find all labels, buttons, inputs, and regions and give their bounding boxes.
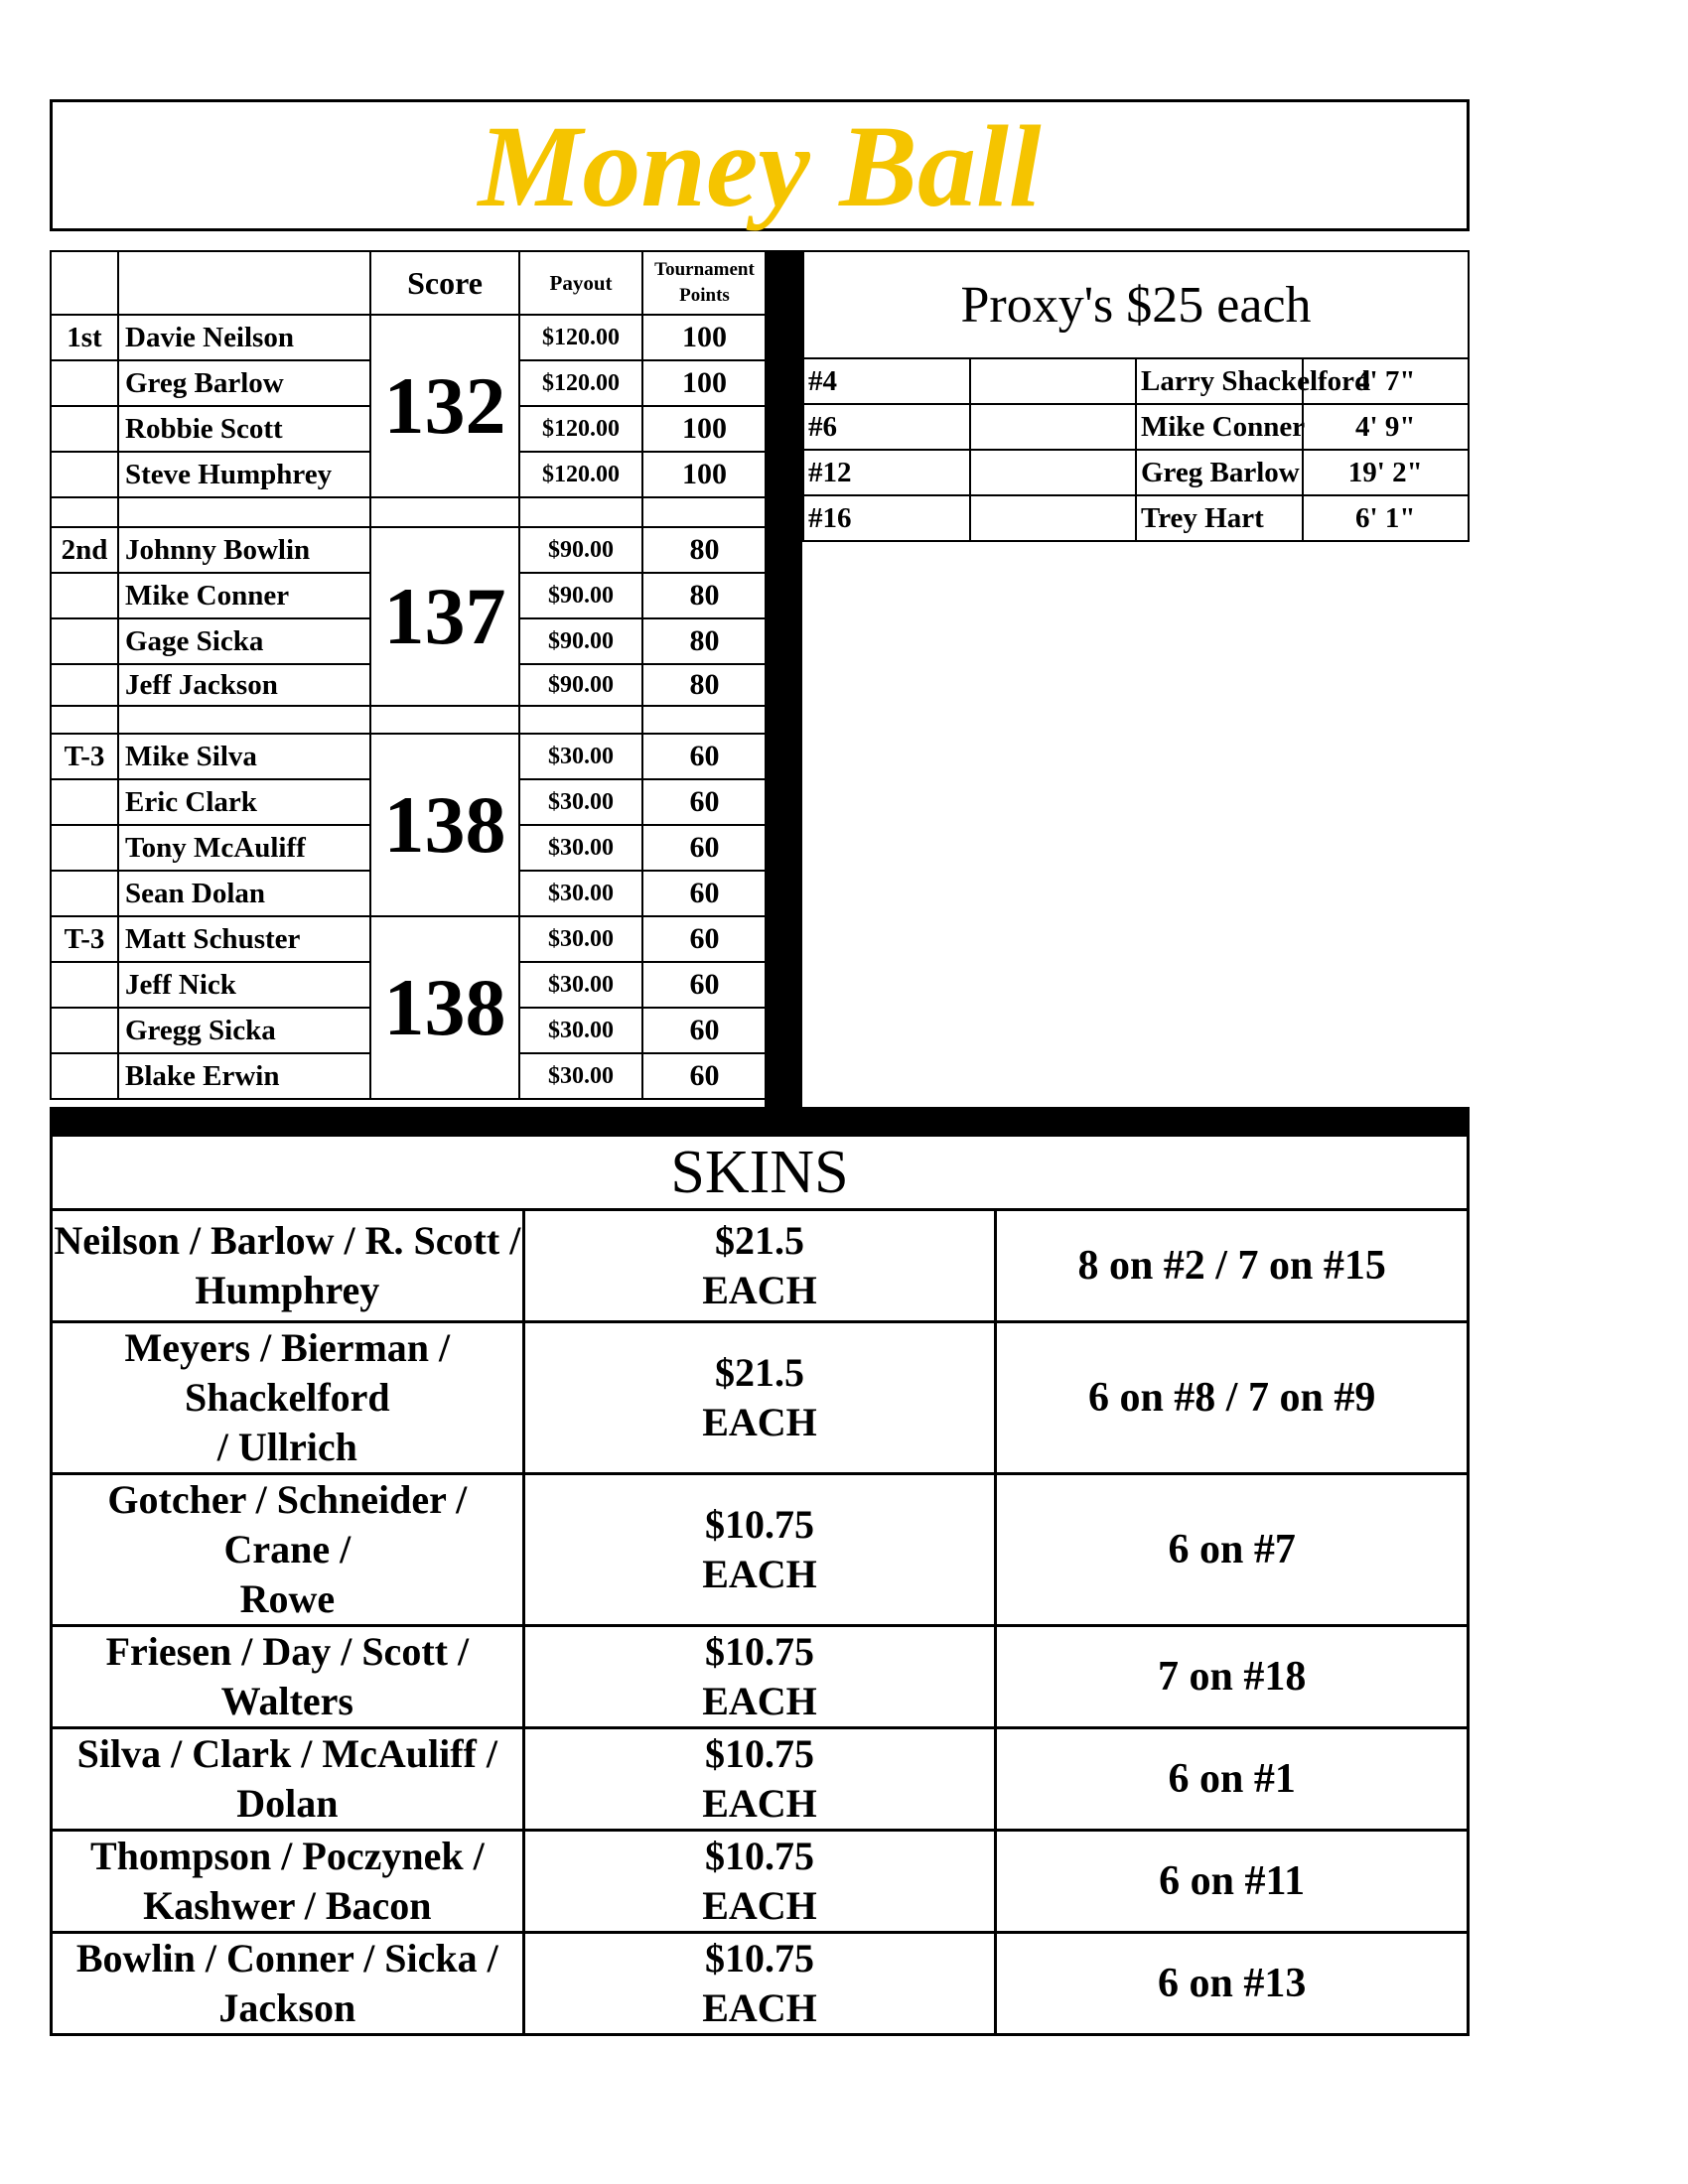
skins-team [52, 1322, 524, 1474]
points: 100 [642, 360, 767, 406]
spacer-cell [51, 497, 118, 527]
vertical-divider [765, 250, 802, 1124]
skins-amount-value: $10.75 [704, 1502, 814, 1547]
player-name: Mike Conner [118, 573, 370, 618]
skins-amount [523, 1728, 996, 1831]
player-name: Johnny Bowlin [118, 527, 370, 573]
table-row [803, 495, 1469, 541]
player-name: Greg Barlow [118, 360, 370, 406]
place-label [51, 360, 118, 406]
points: 60 [642, 1008, 767, 1053]
payout: $90.00 [519, 527, 642, 573]
group-score: 137 [370, 527, 519, 706]
spacer-cell [370, 497, 519, 527]
skins-team [52, 1831, 524, 1933]
place-label [51, 664, 118, 706]
table-row [52, 1831, 1469, 1933]
skins-team-line: Thompson / Poczynek / [89, 1834, 485, 1878]
payout: $30.00 [519, 1053, 642, 1099]
skins-team-line: Humphrey [195, 1268, 380, 1312]
payout: $120.00 [519, 452, 642, 497]
place-label [51, 962, 118, 1008]
skins-holes: 6 on #7 [996, 1474, 1469, 1626]
points: 60 [642, 734, 767, 779]
place-label [51, 452, 118, 497]
proxy-table [802, 250, 1470, 542]
table-row [52, 1728, 1469, 1831]
proxy-title: Proxy's $25 each [803, 251, 1469, 358]
page-title: Money Ball [478, 101, 1042, 231]
player-name: Davie Neilson [118, 315, 370, 360]
header-place [51, 251, 118, 315]
skins-team-line: Bowlin / Conner / Sicka / [75, 1936, 498, 1980]
skins-team-line: Rowe [239, 1576, 336, 1621]
skins-amount [523, 1933, 996, 2035]
skins-team-line: Gotcher / Schneider / Crane / [107, 1477, 468, 1571]
spacer-row [51, 706, 767, 734]
group-score: 132 [370, 315, 519, 497]
skins-each-label: EACH [702, 1552, 817, 1596]
table-row [51, 527, 767, 573]
player-name: Steve Humphrey [118, 452, 370, 497]
spacer-cell [370, 706, 519, 734]
proxy-distance: 4' 9" [1303, 404, 1470, 450]
skins-holes: 7 on #18 [996, 1626, 1469, 1728]
proxy-blank-cell [970, 404, 1137, 450]
skins-team-line: Silva / Clark / McAuliff / Dolan [76, 1731, 497, 1826]
place-label [51, 406, 118, 452]
payout: $30.00 [519, 1008, 642, 1053]
proxy-name: Greg Barlow [1136, 450, 1303, 495]
skins-team [52, 1933, 524, 2035]
points: 100 [642, 452, 767, 497]
player-name: Jeff Nick [118, 962, 370, 1008]
place-label: 1st [51, 315, 118, 360]
player-name: Robbie Scott [118, 406, 370, 452]
spacer-cell [642, 497, 767, 527]
player-name: Tony McAuliff [118, 825, 370, 871]
skins-amount-value: $10.75 [704, 1834, 814, 1878]
header-payout: Payout [519, 251, 642, 315]
group-score: 138 [370, 916, 519, 1099]
points: 60 [642, 871, 767, 916]
header-score: Score [370, 251, 519, 315]
skins-team-line: Jackson [218, 1985, 356, 2030]
table-row [52, 1474, 1469, 1626]
player-name: Matt Schuster [118, 916, 370, 962]
player-name: Sean Dolan [118, 871, 370, 916]
skins-amount [523, 1626, 996, 1728]
proxy-name: Mike Conner [1136, 404, 1303, 450]
proxy-blank-cell [970, 450, 1137, 495]
horizontal-divider [50, 1107, 1470, 1137]
player-name: Eric Clark [118, 779, 370, 825]
player-name: Mike Silva [118, 734, 370, 779]
results-header-row [51, 251, 767, 315]
results-table [50, 250, 768, 1100]
spacer-cell [642, 706, 767, 734]
place-label [51, 573, 118, 618]
player-name: Jeff Jackson [118, 664, 370, 706]
skins-team-line: Neilson / Barlow / R. Scott / [54, 1218, 521, 1263]
payout: $30.00 [519, 916, 642, 962]
proxy-hole: #4 [803, 358, 970, 404]
points: 60 [642, 1053, 767, 1099]
spacer-cell [519, 706, 642, 734]
payout: $90.00 [519, 618, 642, 664]
proxy-name: Larry Shackelford [1136, 358, 1303, 404]
place-label [51, 779, 118, 825]
points: 60 [642, 962, 767, 1008]
skins-amount [523, 1474, 996, 1626]
skins-holes: 6 on #8 / 7 on #9 [996, 1322, 1469, 1474]
proxy-header-row [803, 251, 1469, 358]
points: 80 [642, 664, 767, 706]
proxy-name: Trey Hart [1136, 495, 1303, 541]
skins-team-line: Meyers / Bierman / Shackelford [124, 1325, 451, 1420]
player-name: Blake Erwin [118, 1053, 370, 1099]
place-label: T-3 [51, 734, 118, 779]
player-name: Gregg Sicka [118, 1008, 370, 1053]
payout: $90.00 [519, 573, 642, 618]
table-row [51, 916, 767, 962]
place-label [51, 1053, 118, 1099]
payout: $30.00 [519, 962, 642, 1008]
skins-amount-value: $21.5 [714, 1350, 804, 1395]
skins-team [52, 1210, 524, 1322]
player-name: Gage Sicka [118, 618, 370, 664]
place-label [51, 1008, 118, 1053]
skins-each-label: EACH [702, 1985, 817, 2030]
place-label: 2nd [51, 527, 118, 573]
table-row [52, 1322, 1469, 1474]
payout: $120.00 [519, 406, 642, 452]
skins-amount-value: $21.5 [714, 1218, 804, 1263]
payout: $30.00 [519, 871, 642, 916]
skins-each-label: EACH [702, 1679, 817, 1723]
proxy-distance: 19' 2" [1303, 450, 1470, 495]
spacer-cell [118, 497, 370, 527]
payout: $120.00 [519, 360, 642, 406]
table-row [803, 450, 1469, 495]
points: 100 [642, 406, 767, 452]
payout: $90.00 [519, 664, 642, 706]
skins-team [52, 1474, 524, 1626]
skins-holes: 6 on #13 [996, 1933, 1469, 2035]
proxy-blank-cell [970, 358, 1137, 404]
place-label [51, 618, 118, 664]
proxy-blank-cell [970, 495, 1137, 541]
points: 80 [642, 618, 767, 664]
skins-each-label: EACH [702, 1400, 817, 1444]
proxy-hole: #12 [803, 450, 970, 495]
place-label: T-3 [51, 916, 118, 962]
table-row [803, 358, 1469, 404]
skins-holes: 6 on #1 [996, 1728, 1469, 1831]
table-row [51, 315, 767, 360]
proxy-distance: 6' 1" [1303, 495, 1470, 541]
skins-amount [523, 1322, 996, 1474]
spacer-cell [118, 706, 370, 734]
skins-header-row [52, 1137, 1469, 1210]
proxy-hole: #16 [803, 495, 970, 541]
points: 60 [642, 779, 767, 825]
skins-team [52, 1728, 524, 1831]
skins-each-label: EACH [702, 1268, 817, 1312]
points: 100 [642, 315, 767, 360]
header-name [118, 251, 370, 315]
table-row [52, 1933, 1469, 2035]
payout: $30.00 [519, 779, 642, 825]
skins-amount [523, 1210, 996, 1322]
table-row [52, 1210, 1469, 1322]
header-points: Tournament Points [642, 251, 767, 315]
spacer-cell [519, 497, 642, 527]
skins-each-label: EACH [702, 1883, 817, 1928]
skins-team [52, 1626, 524, 1728]
proxy-hole: #6 [803, 404, 970, 450]
skins-holes: 6 on #11 [996, 1831, 1469, 1933]
spacer-row [51, 497, 767, 527]
title-box [50, 99, 1470, 231]
points: 80 [642, 527, 767, 573]
proxy-distance: 4' 7" [1303, 358, 1470, 404]
skins-holes: 8 on #2 / 7 on #15 [996, 1210, 1469, 1322]
skins-amount-value: $10.75 [704, 1629, 814, 1674]
place-label [51, 871, 118, 916]
skins-table [50, 1137, 1470, 2036]
table-row [51, 734, 767, 779]
points: 80 [642, 573, 767, 618]
skins-team-line: / Ullrich [216, 1425, 357, 1469]
table-row [52, 1626, 1469, 1728]
payout: $30.00 [519, 825, 642, 871]
skins-team-line: Kashwer / Bacon [143, 1883, 432, 1928]
skins-each-label: EACH [702, 1781, 817, 1826]
payout: $120.00 [519, 315, 642, 360]
skins-amount-value: $10.75 [704, 1731, 814, 1776]
skins-title: SKINS [52, 1137, 1469, 1210]
place-label [51, 825, 118, 871]
spacer-cell [51, 706, 118, 734]
skins-team-line: Friesen / Day / Scott / Walters [105, 1629, 470, 1723]
skins-amount [523, 1831, 996, 1933]
skins-amount-value: $10.75 [704, 1936, 814, 1980]
table-row [803, 404, 1469, 450]
points: 60 [642, 916, 767, 962]
group-score: 138 [370, 734, 519, 916]
points: 60 [642, 825, 767, 871]
payout: $30.00 [519, 734, 642, 779]
